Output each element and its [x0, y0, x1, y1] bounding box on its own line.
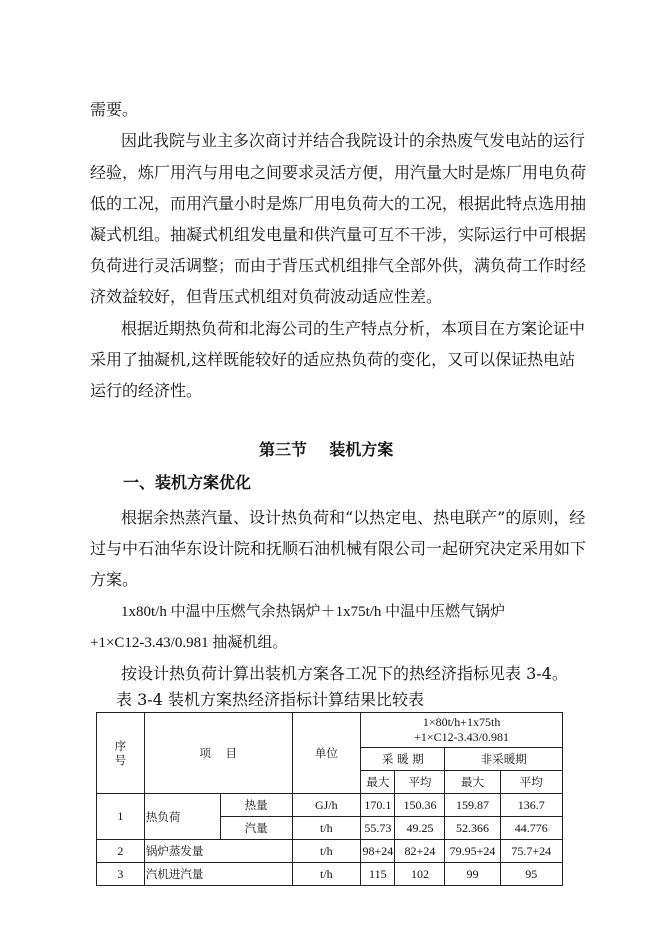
row-subitem: 热量 — [220, 794, 292, 817]
comparison-table — [96, 712, 563, 886]
cell-value: 55.73 — [361, 817, 395, 840]
header-item: 项 目 — [144, 713, 292, 794]
header-unit: 单位 — [292, 713, 361, 794]
row-item: 锅炉蒸发量 — [144, 840, 292, 863]
header-scheme — [361, 713, 563, 748]
paragraph-line: 因此我院与业主多次商讨并结合我院设计的余热废气发电站的运行 — [121, 131, 586, 150]
header-avg: 平均 — [500, 771, 562, 794]
cell-value: 44.776 — [500, 817, 562, 840]
header-max: 最大 — [361, 771, 395, 794]
row-unit: t/h — [292, 863, 361, 886]
row-item: 热负荷 — [144, 794, 220, 840]
paragraph-line: 1x80t/h 中温中压燃气余热锅炉＋1x75t/h 中温中压燃气锅炉 — [121, 604, 506, 620]
header-max: 最大 — [445, 771, 500, 794]
paragraph-line: 凝式机组。抽凝式机组发电量和供汽量可互不干涉，实际运行中可根据 — [90, 225, 587, 244]
paragraph-line: 经验，炼厂用汽与用电之间要求灵活方便，用汽量大时是炼厂用电负荷 — [90, 163, 587, 182]
cell-value: 52.366 — [445, 817, 500, 840]
paragraph-line: 低的工况，而用汽量小时是炼厂用电负荷大的工况，根据此特点选用抽 — [90, 194, 587, 213]
row-subitem: 汽量 — [220, 817, 292, 840]
cell-value: 99 — [445, 863, 500, 886]
cell-value: 79.95+24 — [445, 840, 500, 863]
cell-value: 115 — [361, 863, 395, 886]
row-no: 3 — [97, 863, 145, 886]
table-caption: 表 3-4 装机方案热经济指标计算结果比较表 — [116, 690, 424, 709]
paragraph-line: 负荷进行灵活调整；而由于背压式机组排气全部外供，满负荷工作时经 — [90, 256, 587, 275]
paragraph-line: 方案。 — [90, 570, 139, 589]
cell-value: 75.7+24 — [500, 840, 562, 863]
cell-value: 136.7 — [500, 794, 562, 817]
row-unit: t/h — [292, 817, 361, 840]
cell-value: 170.1 — [361, 794, 395, 817]
cell-value: 150.36 — [395, 794, 445, 817]
section-title: 第三节 装机方案 — [259, 440, 394, 459]
cell-value: 95 — [500, 863, 562, 886]
paragraph-line: 按设计热负荷计算出装机方案各工况下的热经济指标见表 3-4。 — [121, 664, 568, 683]
header-non-heating: 非采暖期 — [445, 748, 563, 771]
paragraph-line: 需要。 — [90, 100, 139, 119]
paragraph-line: +1×C12-3.43/0.981 抽凝机组。 — [90, 635, 288, 651]
paragraph-line: 采用了抽凝机,这样既能较好的适应热负荷的变化，又可以保证热电站 — [90, 350, 576, 369]
row-no: 2 — [97, 840, 145, 863]
paragraph-line: 运行的经济性。 — [90, 381, 203, 400]
cell-value: 159.87 — [445, 794, 500, 817]
cell-value: 98+24 — [361, 840, 395, 863]
paragraph-line: 过与中石油华东设计院和抚顺石油机械有限公司一起研究决定采用如下 — [90, 539, 587, 558]
paragraph-line: 根据余热蒸汽量、设计热负荷和“以热定电、热电联产”的原则，经 — [121, 508, 586, 527]
cell-value: 82+24 — [395, 840, 445, 863]
header-heating: 采 暖 期 — [361, 748, 445, 771]
cell-value: 102 — [395, 863, 445, 886]
paragraph-line: 根据近期热负荷和北海公司的生产特点分析，本项目在方案论证中 — [121, 319, 586, 338]
row-item: 汽机进汽量 — [144, 863, 292, 886]
header-no: 序 号 — [97, 713, 145, 794]
row-no: 1 — [97, 794, 145, 840]
header-avg: 平均 — [395, 771, 445, 794]
row-unit: t/h — [292, 840, 361, 863]
paragraph-line: 济效益较好，但背压式机组对负荷波动适应性差。 — [90, 287, 443, 306]
header-scheme-line2: +1×C12-3.43/0.981 — [414, 730, 510, 744]
row-unit: GJ/h — [292, 794, 361, 817]
cell-value: 49.25 — [395, 817, 445, 840]
header-scheme-line1: 1×80t/h+1x75th — [422, 715, 501, 729]
subsection-title: 一、装机方案优化 — [123, 473, 252, 492]
